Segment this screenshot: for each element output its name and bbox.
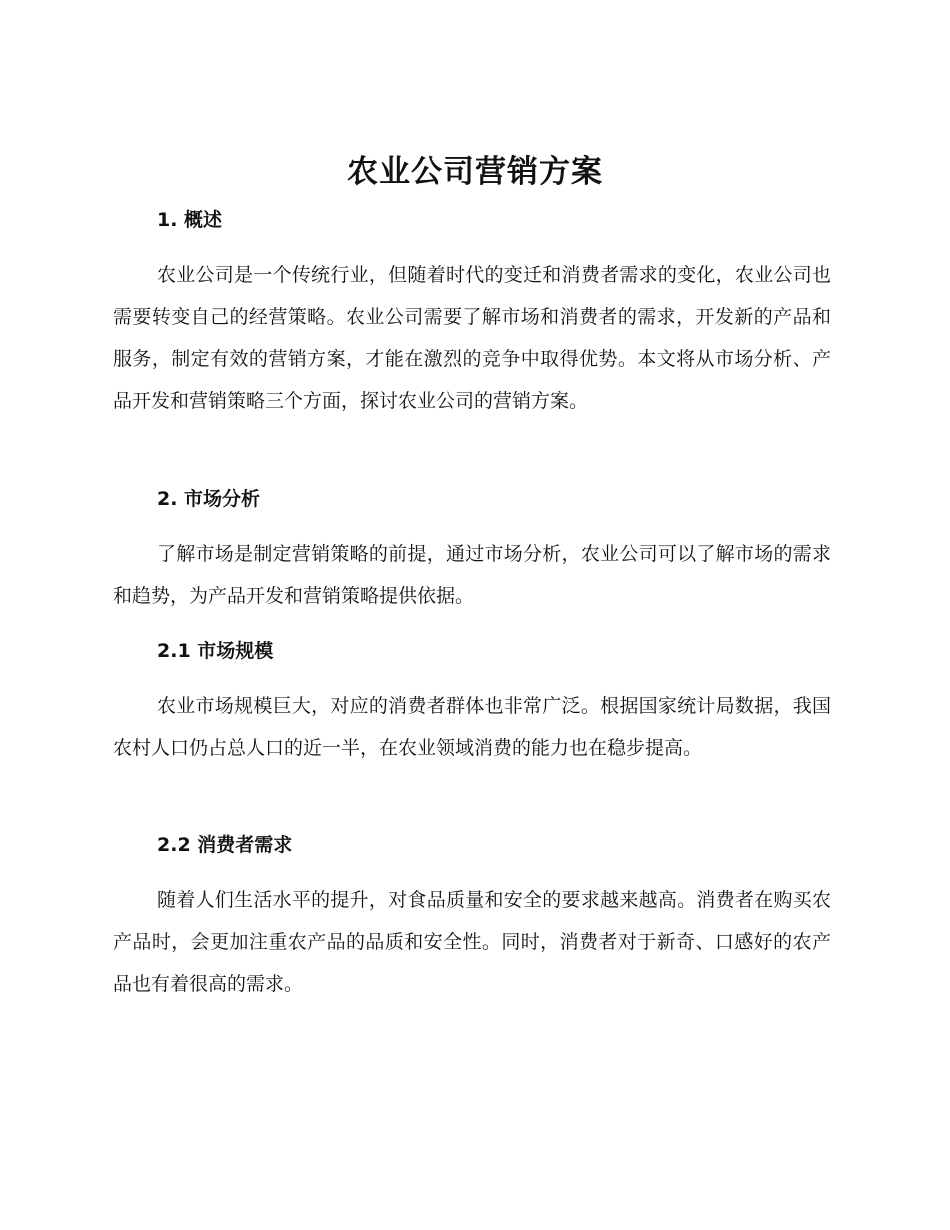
section-heading-overview: 1. 概述 (157, 209, 223, 231)
section-paragraph-market-size: 农业市场规模巨大，对应的消费者群体也非常广泛。根据国家统计局数据，我国农村人口仍占总人口的近一半，在农业领域消费的能力也在稳步提高。 (113, 695, 831, 759)
section-heading-market-size: 2.1 市场规模 (157, 640, 274, 662)
document-title: 农业公司营销方案 (347, 154, 603, 190)
section-paragraph-market-analysis: 了解市场是制定营销策略的前提，通过市场分析，农业公司可以了解市场的需求和趋势，为产品开发和营销策略提供依据。 (113, 543, 831, 607)
section-paragraph-overview: 农业公司是一个传统行业，但随着时代的变迁和消费者需求的变化，农业公司也需要转变自己的经营策略。农业公司需要了解市场和消费者的需求，开发新的产品和服务，制定有效的营销方案，才能在激烈的竞争中取得优势。本文将从市场分析、产品开发和营销策略三个方面，探讨农业公司的营销方案。 (113, 264, 831, 412)
section-heading-consumer-demand: 2.2 消费者需求 (157, 834, 293, 856)
section-paragraph-consumer-demand: 随着人们生活水平的提升，对食品质量和安全的要求越来越高。消费者在购买农产品时，会更加注重农产品的品质和安全性。同时，消费者对于新奇、口感好的农产品也有着很高的需求。 (113, 889, 831, 995)
section-heading-market-analysis: 2. 市场分析 (157, 488, 261, 510)
